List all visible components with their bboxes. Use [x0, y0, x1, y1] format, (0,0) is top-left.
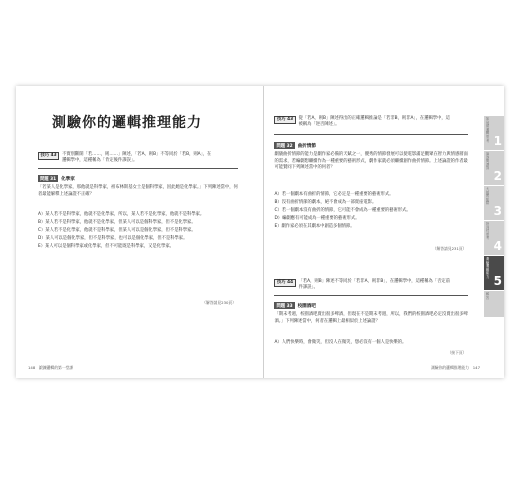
tip-43b	[274, 116, 450, 128]
question-33-header	[274, 302, 315, 309]
chapter-tab-number: 3	[493, 204, 502, 218]
tip-text: 不實別斷開「若……，則……」陳述，「若A，則B」不等同於「若B，則A」，在邏輯學中，這種稱為「肯定後件謬誤」。	[62, 152, 212, 163]
tip-label: 技巧 44	[274, 279, 295, 287]
divider	[38, 168, 238, 169]
question-32-header	[274, 142, 315, 149]
chapter-tab-4[interactable]	[484, 221, 504, 256]
question-label: 問題 33	[276, 303, 293, 309]
tip-label: 技巧 43	[274, 116, 295, 124]
question-32-options	[274, 192, 466, 232]
answer-option: E）某人可以是個科學家或化學家，但不可能既是科學家，又是化學家。	[38, 244, 174, 250]
page-footer: 測驗你的邏輯推理能力 147	[430, 365, 480, 370]
answer-option: D）某人可以是個化學家，但不是科學家，也可以是個化學家，但不是科學家。	[38, 236, 188, 242]
answer-option: B）某人若不是科學家，他就不是化學家，但某人可以是個科學家，但不是化學家。	[38, 220, 196, 226]
answer-option: B）沒有曲折情節的劇本，絕不會成為一部賣座電影。	[274, 200, 377, 206]
chapter-tab-label: 解答	[486, 292, 490, 300]
tip-text: 從「若A，則B」陳述得出的正確邏輯推論是「若非B，則非A」，在邏輯學中，這被稱為「逆否陳述」。	[298, 116, 450, 127]
question-label: 問題 31	[40, 176, 57, 182]
chapter-tabs	[484, 116, 504, 318]
continued-note: （接下頁）	[447, 350, 467, 355]
answer-option: E）劇作家必須在其劇本中創造多個情節。	[274, 224, 355, 230]
chapter-tab-1[interactable]	[484, 116, 504, 151]
chapter-tab-label: 批判性思考	[486, 222, 490, 241]
question-title: 曲折情節	[297, 143, 316, 149]
divider	[274, 295, 468, 296]
divider	[274, 134, 468, 135]
answer-option: A）若一個劇本有曲折的情節，它必定是一種重要的藝術形式。	[274, 192, 394, 197]
answer-reference: （解答請見231頁）	[432, 246, 467, 251]
chapter-tab-3[interactable]	[484, 186, 504, 221]
tip-label: 技巧 43	[38, 152, 59, 160]
left-page	[16, 86, 264, 378]
question-32-prompt: 劇儀曲折情節的能力是劇作家必備的天賦之一，優秀的情節發展可以使電影滿足觀眾在智力與情感層面的需求，若編劇想繼續作為一種重要的藝術形式，劇作家就必須繼續創作曲折情節。上述論證的作者最可能贊同下列陳述當中的何者？	[274, 152, 468, 171]
page-footer: 148 鍛鍊邏輯的第一堂課	[28, 365, 74, 370]
tip-44	[274, 279, 450, 291]
answer-option: C）某人若不是化學家，他就不是科學家，但某人可以是個化學家，但不是科學家。	[38, 228, 196, 234]
question-33-options	[274, 340, 454, 348]
question-31-header	[38, 175, 75, 182]
chapter-tab-label: 論證與謬誤	[486, 152, 490, 171]
tip-43	[38, 152, 212, 164]
chapter-tab-label: 測驗邏輯能力	[486, 257, 490, 279]
question-title: 化學家	[61, 176, 75, 182]
chapter-tab-number: 2	[493, 169, 502, 183]
right-page	[264, 86, 504, 378]
tip-text: 「若A，則B」陳述不等同於「若非A，則非B」，在邏輯學中，這種稱為「否定前件謬誤」。	[298, 279, 450, 290]
answer-option: C）若一個劇本沒有曲折的情節，它可能不會成為一種重要的藝術形式。	[274, 208, 411, 214]
question-31-prompt: 「若某人是化學家，那他就是科學家，祖布林斯基女士是個科學家，因此她是化學家。」下列陳述當中，何者最能解釋上述論證不正確？	[38, 185, 238, 197]
answer-option: D）編劇應有可能成為一種重要的藝術形式。	[274, 216, 360, 222]
chapter-tab-number: 1	[493, 134, 502, 148]
question-31-options	[38, 212, 236, 252]
chapter-tab-number: 5	[493, 274, 502, 288]
chapter-tab-label: 大腦的陷阱	[486, 187, 490, 206]
chapter-tab-number: 4	[493, 239, 502, 253]
answer-reference: （解答請見230頁）	[202, 300, 236, 305]
chapter-tab-label: 如何做邏輯思考	[486, 117, 490, 143]
chapter-tab-2[interactable]	[484, 151, 504, 186]
book-spread	[16, 86, 504, 378]
answer-option: A）某人若不是科學家，他就不是化學家，所以，某人若不是化學家，他就不是科學家。	[38, 212, 205, 217]
chapter-tab-5[interactable]	[484, 256, 504, 291]
question-label: 問題 32	[276, 143, 293, 149]
chapter-tab-6[interactable]	[484, 291, 504, 318]
page-title: 測驗你的邏輯推理能力	[52, 115, 202, 131]
question-title: 校園酒吧	[297, 303, 316, 309]
answer-option: A）人們快樂時，會微笑，但沒人在微笑，想必沒有一個人是快樂的。	[274, 340, 407, 345]
question-33-prompt: 「期末考週，校園酒吧賣出很多啤酒，但現在不是期末考週，所以，我們的校園酒吧必定沒賣出很多啤酒。」下列陳述當中，何者在邏輯上最相似於上述論證？	[274, 312, 468, 324]
